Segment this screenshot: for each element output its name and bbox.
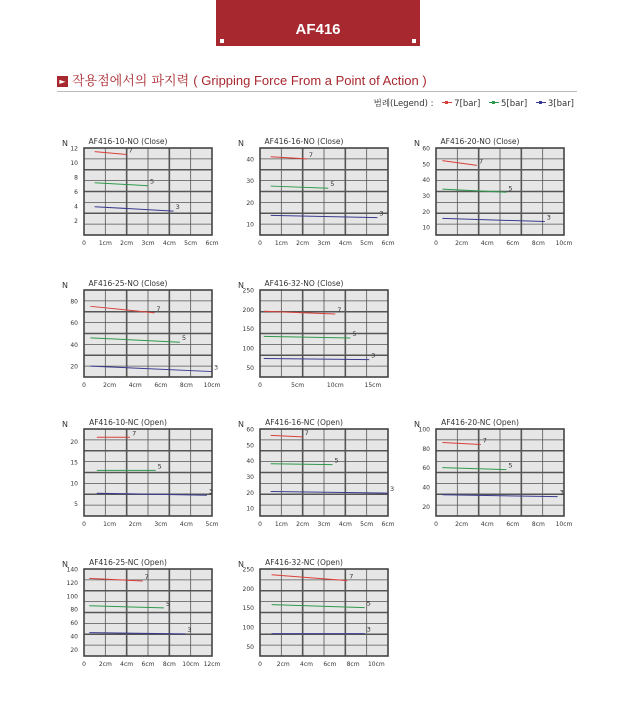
- y-tick-label: 15: [70, 459, 78, 467]
- section-divider: [57, 91, 577, 92]
- y-tick-label: 40: [246, 458, 254, 466]
- y-tick-label: 80: [70, 298, 78, 306]
- series-label: 3: [187, 625, 192, 634]
- series-label: 5: [334, 456, 339, 465]
- chart-af416-10-no: [56, 132, 219, 249]
- x-tick-label: 0: [82, 521, 86, 528]
- legend-item-7bar: 7[bar]: [440, 99, 480, 109]
- y-tick-label: 100: [418, 426, 430, 434]
- x-tick-label: 0: [82, 661, 86, 668]
- x-tick-label: 0: [258, 382, 262, 389]
- series-label: 7: [482, 436, 487, 445]
- x-tick-label: 2cm: [455, 240, 469, 247]
- x-tick-label: 8cm: [162, 661, 176, 668]
- y-tick-label: 20: [246, 489, 254, 497]
- chart-af416-10-nc: [56, 413, 219, 530]
- x-tick-label: 10cm: [182, 661, 200, 668]
- chart-title: AF416-20-NO (Close): [440, 137, 520, 146]
- series-label: 7: [478, 157, 484, 166]
- y-tick-label: 40: [422, 484, 430, 492]
- chart-title: AF416-25-NO (Close): [88, 279, 168, 288]
- y-tick-label: 40: [246, 156, 254, 164]
- series-label: 5: [166, 599, 171, 608]
- series-label: 3: [546, 213, 551, 222]
- y-tick-label: 20: [246, 199, 254, 207]
- x-tick-label: 6cm: [323, 661, 337, 668]
- y-axis-label: N: [414, 139, 420, 148]
- tab-corner-dot: [220, 39, 224, 43]
- arrow-bullet-icon: ►: [57, 76, 68, 87]
- series-label: 5: [508, 461, 513, 470]
- x-tick-label: 10cm: [203, 382, 221, 389]
- chart-title: AF416-32-NC (Open): [265, 558, 343, 567]
- chart-af416-32-nc: [232, 553, 392, 670]
- legend-swatch: [442, 102, 452, 103]
- x-tick-label: 0: [258, 661, 262, 668]
- x-tick-label: 2cm: [455, 521, 469, 528]
- x-tick-label: 5cm: [291, 382, 305, 389]
- x-tick-label: 4cm: [179, 521, 193, 528]
- y-tick-label: 5: [74, 501, 78, 509]
- chart-af416-20-no: [408, 132, 573, 249]
- y-tick-label: 20: [422, 208, 430, 216]
- x-tick-label: 0: [82, 382, 86, 389]
- x-tick-label: 3cm: [317, 521, 331, 528]
- y-tick-label: 140: [66, 566, 78, 574]
- legend-label: 범례(Legend) :: [373, 99, 434, 109]
- y-tick-label: 60: [422, 465, 430, 473]
- y-tick-label: 40: [70, 633, 78, 641]
- series-label: 3: [559, 488, 564, 497]
- series-label: 3: [175, 203, 180, 212]
- chart-title: AF416-25-NC (Open): [89, 558, 167, 567]
- y-tick-label: 2: [74, 218, 78, 225]
- series-label: 5: [366, 599, 371, 608]
- y-axis-label: N: [414, 420, 420, 429]
- legend: [374, 97, 574, 109]
- series-label: 7: [304, 428, 309, 437]
- x-tick-label: 4cm: [120, 661, 134, 668]
- x-tick-label: 2cm: [103, 382, 117, 389]
- y-tick-label: 30: [246, 473, 254, 481]
- legend-item-5bar: 5[bar]: [487, 99, 527, 109]
- series-label: 5: [330, 180, 335, 189]
- x-tick-label: 4cm: [300, 661, 314, 668]
- series-label: 7: [308, 150, 314, 159]
- y-tick-label: 50: [246, 442, 254, 450]
- series-label: 5: [182, 334, 187, 343]
- y-tick-label: 60: [422, 145, 430, 153]
- y-tick-label: 20: [422, 503, 430, 511]
- x-tick-label: 0: [82, 240, 86, 247]
- series-label: 3: [371, 351, 376, 360]
- y-tick-label: 10: [246, 505, 254, 513]
- y-tick-label: 250: [242, 566, 254, 574]
- y-tick-label: 8: [74, 174, 78, 182]
- y-tick-label: 10: [70, 160, 78, 167]
- y-tick-label: 10: [70, 480, 78, 488]
- section-title-en: ( Gripping Force From a Point of Action ): [193, 73, 427, 88]
- x-tick-label: 2cm: [296, 521, 310, 528]
- series-label: 7: [349, 572, 354, 581]
- series-label: 3: [379, 209, 384, 218]
- y-tick-label: 100: [242, 345, 254, 353]
- y-tick-label: 50: [246, 364, 254, 372]
- x-tick-label: 3cm: [141, 240, 155, 247]
- y-tick-label: 60: [70, 320, 78, 328]
- y-axis-label: N: [238, 560, 244, 569]
- y-tick-label: 12: [70, 145, 78, 153]
- y-tick-label: 80: [70, 606, 78, 614]
- series-label: 3: [366, 625, 371, 634]
- y-tick-label: 40: [70, 341, 78, 349]
- y-tick-label: 20: [70, 363, 78, 371]
- model-tab: [216, 0, 420, 46]
- x-tick-label: 2cm: [128, 521, 142, 528]
- x-tick-label: 15cm: [364, 382, 382, 389]
- x-tick-label: 6cm: [141, 661, 155, 668]
- y-tick-label: 60: [70, 620, 78, 628]
- y-axis-label: N: [238, 139, 244, 148]
- section-title: [57, 70, 427, 89]
- x-tick-label: 10cm: [326, 382, 344, 389]
- x-tick-label: 8cm: [346, 661, 360, 668]
- y-tick-label: 30: [246, 178, 254, 186]
- x-tick-label: 2cm: [98, 661, 112, 668]
- x-tick-label: 8cm: [179, 382, 193, 389]
- series-label: 5: [352, 329, 357, 338]
- series-label: 3: [390, 485, 395, 494]
- x-tick-label: 2cm: [276, 661, 290, 668]
- x-tick-label: 1cm: [274, 521, 288, 528]
- series-label: 7: [156, 304, 161, 313]
- chart-af416-25-no: [56, 274, 221, 391]
- chart-title: AF416-20-NC (Open): [441, 418, 519, 427]
- y-tick-label: 10: [422, 224, 430, 232]
- x-tick-label: 5cm: [205, 521, 219, 528]
- y-tick-label: 150: [242, 605, 254, 613]
- x-tick-label: 6cm: [205, 240, 219, 247]
- x-tick-label: 3cm: [317, 240, 331, 247]
- series-label: 3: [208, 487, 214, 496]
- x-tick-label: 8cm: [531, 240, 545, 247]
- x-tick-label: 12cm: [203, 661, 221, 668]
- x-tick-label: 10cm: [555, 521, 573, 528]
- chart-title: AF416-32-NO (Close): [264, 279, 344, 288]
- series-label: 5: [150, 177, 155, 186]
- section-title-kr: 작용점에서의 파지력: [72, 74, 190, 89]
- x-tick-label: 1cm: [274, 240, 288, 247]
- x-tick-label: 4cm: [128, 382, 142, 389]
- y-axis-label: N: [238, 420, 244, 429]
- x-tick-label: 5cm: [184, 240, 198, 247]
- y-axis-label: N: [238, 281, 244, 290]
- x-tick-label: 8cm: [531, 521, 545, 528]
- chart-title: AF416-16-NO (Close): [264, 137, 344, 146]
- x-tick-label: 4cm: [338, 521, 352, 528]
- y-axis-label: N: [62, 281, 68, 290]
- y-tick-label: 4: [74, 203, 78, 211]
- chart-title: AF416-10-NO (Close): [88, 137, 168, 146]
- x-tick-label: 2cm: [120, 240, 134, 247]
- x-tick-label: 1cm: [103, 521, 117, 528]
- x-tick-label: 4cm: [480, 521, 494, 528]
- x-tick-label: 4cm: [480, 240, 494, 247]
- legend-item-3bar: 3[bar]: [534, 99, 574, 109]
- y-tick-label: 20: [70, 646, 78, 654]
- model-tab-label: AF416: [295, 21, 341, 38]
- series-label: 5: [157, 462, 162, 471]
- chart-af416-25-nc: [56, 553, 221, 670]
- x-tick-label: 6cm: [381, 240, 395, 247]
- series-label: 5: [508, 184, 513, 193]
- y-tick-label: 100: [66, 593, 78, 601]
- y-tick-label: 250: [242, 287, 254, 295]
- y-tick-label: 6: [74, 189, 78, 196]
- chart-af416-32-no: [232, 274, 392, 391]
- x-tick-label: 10cm: [367, 661, 385, 668]
- y-tick-label: 100: [242, 624, 254, 632]
- x-tick-label: 0: [434, 521, 438, 528]
- chart-title: AF416-10-NC (Open): [89, 418, 167, 427]
- y-tick-label: 50: [246, 643, 254, 651]
- chart-af416-20-nc: [408, 413, 573, 530]
- x-tick-label: 0: [258, 240, 262, 247]
- y-axis-label: N: [62, 139, 68, 148]
- legend-swatch: [489, 102, 499, 103]
- x-tick-label: 6cm: [506, 240, 520, 247]
- chart-af416-16-no: [232, 132, 395, 249]
- y-tick-label: 30: [422, 192, 430, 200]
- y-tick-label: 10: [246, 221, 254, 229]
- chart-title: AF416-16-NC (Open): [265, 418, 343, 427]
- y-tick-label: 80: [422, 445, 430, 453]
- y-tick-label: 200: [242, 585, 254, 593]
- series-label: 3: [214, 363, 219, 372]
- legend-swatch: [536, 102, 546, 103]
- y-tick-label: 200: [242, 306, 254, 314]
- y-axis-label: N: [62, 420, 68, 429]
- x-tick-label: 5cm: [360, 521, 374, 528]
- x-tick-label: 4cm: [338, 240, 352, 247]
- x-tick-label: 4cm: [162, 240, 176, 247]
- x-tick-label: 6cm: [154, 382, 168, 389]
- y-tick-label: 120: [66, 579, 78, 587]
- x-tick-label: 3cm: [154, 521, 168, 528]
- x-tick-label: 5cm: [360, 240, 374, 247]
- y-tick-label: 40: [422, 177, 430, 185]
- x-tick-label: 0: [258, 521, 262, 528]
- y-axis-label: N: [62, 560, 68, 569]
- x-tick-label: 1cm: [98, 240, 112, 247]
- y-tick-label: 20: [70, 438, 78, 446]
- x-tick-label: 0: [434, 240, 438, 247]
- series-label: 7: [128, 146, 133, 155]
- series-label: 7: [337, 305, 342, 314]
- series-label: 7: [144, 573, 149, 582]
- y-tick-label: 60: [246, 426, 254, 434]
- tab-corner-dot: [412, 39, 416, 43]
- x-tick-label: 2cm: [296, 240, 310, 247]
- y-tick-label: 50: [422, 161, 430, 169]
- x-tick-label: 10cm: [555, 240, 573, 247]
- y-tick-label: 150: [242, 326, 254, 334]
- series-label: 7: [132, 429, 137, 438]
- x-tick-label: 6cm: [381, 521, 395, 528]
- chart-af416-16-nc: [232, 413, 395, 530]
- x-tick-label: 6cm: [506, 521, 520, 528]
